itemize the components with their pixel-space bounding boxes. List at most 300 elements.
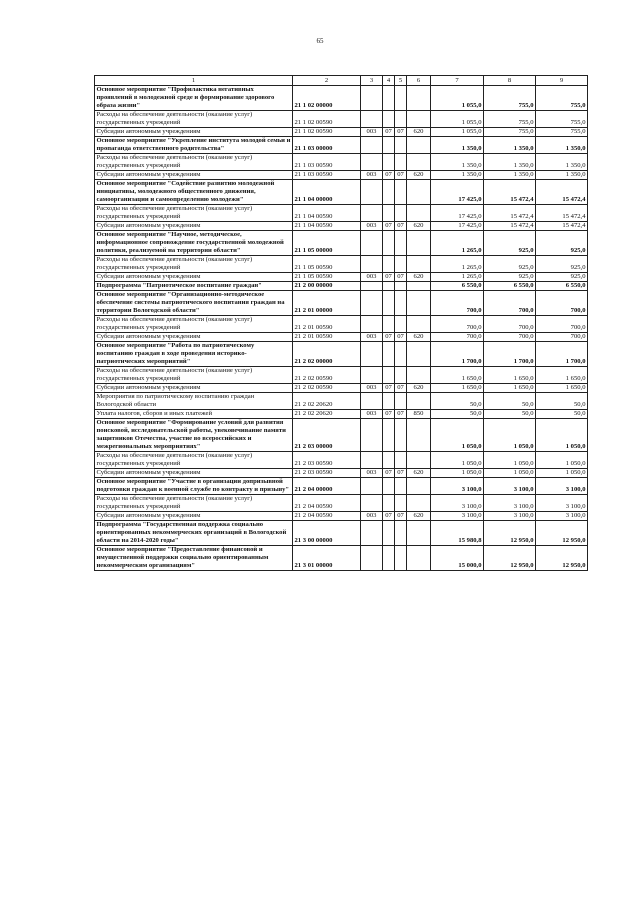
budget-table (94, 75, 588, 571)
row-value-7: 1 350,0 (431, 171, 484, 180)
table-row (95, 478, 588, 495)
row-col6: 620 (407, 128, 431, 137)
row-code: 21 2 00 00000 (293, 282, 361, 291)
row-value-8: 6 550,0 (484, 282, 536, 291)
row-value-7: 1 650,0 (431, 384, 484, 393)
row-col3: 003 (361, 222, 383, 231)
row-col3: 003 (361, 512, 383, 521)
row-code: 21 1 05 00000 (293, 231, 361, 256)
row-code: 21 2 04 00590 (293, 512, 361, 521)
row-value-7: 1 050,0 (431, 469, 484, 478)
row-col3 (361, 393, 383, 410)
row-code: 21 1 03 00590 (293, 154, 361, 171)
row-code: 21 2 04 00590 (293, 495, 361, 512)
row-col5 (395, 521, 407, 546)
row-name: Расходы на обеспечение деятельности (оказание услуг) государственных учреждений (95, 452, 293, 469)
row-value-8: 50,0 (484, 410, 536, 419)
table-row (95, 273, 588, 282)
row-col6 (407, 231, 431, 256)
row-name: Основное мероприятие "Научное, методическое, информационное сопровождение государственной молодежной политики, реализуемой на территории области" (95, 231, 293, 256)
row-col3 (361, 342, 383, 367)
table-row (95, 222, 588, 231)
row-value-7: 15 000,0 (431, 546, 484, 571)
row-name: Субсидии автономным учреждениям (95, 171, 293, 180)
column-header-7: 7 (431, 76, 484, 86)
table-row (95, 546, 588, 571)
row-value-8: 3 100,0 (484, 495, 536, 512)
row-col6 (407, 316, 431, 333)
row-value-8: 1 650,0 (484, 367, 536, 384)
row-col4 (383, 154, 395, 171)
row-value-8: 925,0 (484, 231, 536, 256)
row-col6: 620 (407, 171, 431, 180)
row-col3: 003 (361, 333, 383, 342)
table-row (95, 452, 588, 469)
row-value-7: 3 100,0 (431, 512, 484, 521)
row-col4: 07 (383, 273, 395, 282)
row-value-9: 1 350,0 (536, 171, 588, 180)
row-value-7: 17 425,0 (431, 205, 484, 222)
row-name: Подпрограмма "Государственная поддержка социально ориентированных некоммерческих организаций в Вологодской области на 2014-2020 годы" (95, 521, 293, 546)
row-code: 21 2 01 00590 (293, 333, 361, 342)
table-row (95, 419, 588, 452)
row-value-8: 1 650,0 (484, 384, 536, 393)
table-row (95, 86, 588, 111)
header-row (95, 76, 588, 86)
row-col5 (395, 546, 407, 571)
row-code: 21 3 01 00000 (293, 546, 361, 571)
row-value-8: 1 050,0 (484, 469, 536, 478)
row-col3: 003 (361, 171, 383, 180)
table-row (95, 154, 588, 171)
row-code: 21 2 02 00000 (293, 342, 361, 367)
row-col3 (361, 205, 383, 222)
row-col5 (395, 291, 407, 316)
row-value-9: 50,0 (536, 410, 588, 419)
table-row (95, 205, 588, 222)
row-col5: 07 (395, 512, 407, 521)
row-col6: 850 (407, 410, 431, 419)
row-col3 (361, 137, 383, 154)
row-value-9: 1 050,0 (536, 452, 588, 469)
row-col4 (383, 282, 395, 291)
row-col4: 07 (383, 222, 395, 231)
row-name: Основное мероприятие "Формирование условий для развития поисковой, исследовательской работы, увековечивание памяти защитников Отечества, участие во всероссийских и межрегиональных мероприятиях" (95, 419, 293, 452)
row-value-7: 1 350,0 (431, 137, 484, 154)
row-col6 (407, 137, 431, 154)
row-col3 (361, 256, 383, 273)
row-name: Субсидии автономным учреждениям (95, 384, 293, 393)
column-header-9: 9 (536, 76, 588, 86)
row-value-8: 15 472,4 (484, 180, 536, 205)
row-col6: 620 (407, 333, 431, 342)
table-row (95, 111, 588, 128)
row-value-8: 700,0 (484, 333, 536, 342)
row-col5 (395, 342, 407, 367)
row-col4: 07 (383, 410, 395, 419)
row-col5: 07 (395, 384, 407, 393)
row-code: 21 1 03 00590 (293, 171, 361, 180)
row-value-8: 15 472,4 (484, 222, 536, 231)
row-col3 (361, 316, 383, 333)
row-col5 (395, 256, 407, 273)
table-row (95, 282, 588, 291)
row-col4 (383, 231, 395, 256)
row-value-7: 1 050,0 (431, 452, 484, 469)
row-col3 (361, 478, 383, 495)
row-value-7: 1 265,0 (431, 256, 484, 273)
row-col4 (383, 86, 395, 111)
row-value-7: 1 055,0 (431, 111, 484, 128)
row-col5 (395, 231, 407, 256)
row-value-7: 700,0 (431, 333, 484, 342)
row-col5: 07 (395, 128, 407, 137)
row-name: Субсидии автономным учреждениям (95, 273, 293, 282)
row-value-9: 12 950,0 (536, 521, 588, 546)
row-value-8: 700,0 (484, 316, 536, 333)
table-row (95, 512, 588, 521)
table-row (95, 180, 588, 205)
row-value-9: 12 950,0 (536, 546, 588, 571)
row-name: Мероприятия по патриотическому воспитанию граждан Вологодской области (95, 393, 293, 410)
table-row (95, 291, 588, 316)
row-col6 (407, 419, 431, 452)
row-value-8: 50,0 (484, 393, 536, 410)
column-header-1: 1 (95, 76, 293, 86)
row-col6 (407, 521, 431, 546)
row-value-9: 6 550,0 (536, 282, 588, 291)
row-col6 (407, 282, 431, 291)
table-row (95, 256, 588, 273)
column-header-3: 3 (361, 76, 383, 86)
table-row (95, 393, 588, 410)
row-name: Расходы на обеспечение деятельности (оказание услуг) государственных учреждений (95, 205, 293, 222)
table-row (95, 333, 588, 342)
row-value-7: 1 650,0 (431, 367, 484, 384)
row-col6 (407, 393, 431, 410)
row-code: 21 2 04 00000 (293, 478, 361, 495)
row-col3 (361, 291, 383, 316)
row-col4: 07 (383, 128, 395, 137)
row-col5 (395, 154, 407, 171)
table-row (95, 521, 588, 546)
row-code: 21 1 04 00000 (293, 180, 361, 205)
row-col5 (395, 367, 407, 384)
row-col5 (395, 282, 407, 291)
row-col3 (361, 111, 383, 128)
page-number: 65 (316, 37, 324, 45)
row-value-7: 17 425,0 (431, 222, 484, 231)
row-code: 21 2 02 20620 (293, 410, 361, 419)
row-col3 (361, 282, 383, 291)
row-name: Основное мероприятие "Участие в организации допризывной подготовки граждан к военной службе по контракту и призыву" (95, 478, 293, 495)
row-value-9: 1 700,0 (536, 342, 588, 367)
row-code: 21 1 05 00590 (293, 256, 361, 273)
row-value-7: 15 980,8 (431, 521, 484, 546)
row-col6: 620 (407, 273, 431, 282)
row-code: 21 2 02 20620 (293, 393, 361, 410)
row-col5 (395, 393, 407, 410)
row-col6: 620 (407, 512, 431, 521)
column-header-4: 4 (383, 76, 395, 86)
row-value-7: 1 055,0 (431, 128, 484, 137)
row-code: 21 2 01 00000 (293, 291, 361, 316)
row-col5 (395, 495, 407, 512)
row-value-7: 3 100,0 (431, 495, 484, 512)
row-value-7: 1 265,0 (431, 231, 484, 256)
row-value-9: 15 472,4 (536, 180, 588, 205)
table-row (95, 316, 588, 333)
row-name: Основное мероприятие "Организационно-методическое обеспечение системы патриотического воспитания граждан на территории Вологодской области" (95, 291, 293, 316)
row-name: Основное мероприятие "Укрепление института молодой семьи и пропаганда ответственного родительства" (95, 137, 293, 154)
row-col5 (395, 478, 407, 495)
row-name: Субсидии автономным учреждениям (95, 128, 293, 137)
row-col4 (383, 546, 395, 571)
row-value-9: 15 472,4 (536, 205, 588, 222)
row-col4 (383, 256, 395, 273)
row-col3 (361, 86, 383, 111)
row-value-9: 1 650,0 (536, 367, 588, 384)
column-header-6: 6 (407, 76, 431, 86)
row-value-8: 1 050,0 (484, 452, 536, 469)
row-col5 (395, 316, 407, 333)
row-col4 (383, 393, 395, 410)
row-value-9: 700,0 (536, 333, 588, 342)
row-value-7: 1 265,0 (431, 273, 484, 282)
row-col6 (407, 256, 431, 273)
row-value-9: 3 100,0 (536, 495, 588, 512)
row-col5 (395, 205, 407, 222)
row-value-7: 1 700,0 (431, 342, 484, 367)
row-col4: 07 (383, 384, 395, 393)
row-col5: 07 (395, 171, 407, 180)
table-row (95, 137, 588, 154)
row-col4 (383, 137, 395, 154)
row-value-9: 755,0 (536, 128, 588, 137)
row-name: Субсидии автономным учреждениям (95, 469, 293, 478)
row-col6 (407, 452, 431, 469)
row-value-9: 925,0 (536, 273, 588, 282)
row-value-7: 50,0 (431, 410, 484, 419)
row-col5: 07 (395, 333, 407, 342)
table-row (95, 342, 588, 367)
row-value-8: 1 350,0 (484, 154, 536, 171)
row-value-8: 755,0 (484, 86, 536, 111)
row-value-7: 700,0 (431, 316, 484, 333)
row-code: 21 1 04 00590 (293, 205, 361, 222)
row-code: 21 2 02 00590 (293, 367, 361, 384)
row-value-8: 1 350,0 (484, 171, 536, 180)
row-value-8: 1 050,0 (484, 419, 536, 452)
row-code: 21 1 05 00590 (293, 273, 361, 282)
row-name: Субсидии автономным учреждениям (95, 222, 293, 231)
row-code: 21 2 02 00590 (293, 384, 361, 393)
row-col6 (407, 111, 431, 128)
row-name: Расходы на обеспечение деятельности (оказание услуг) государственных учреждений (95, 316, 293, 333)
row-name: Расходы на обеспечение деятельности (оказание услуг) государственных учреждений (95, 154, 293, 171)
row-value-8: 15 472,4 (484, 205, 536, 222)
row-col6: 620 (407, 469, 431, 478)
row-col5 (395, 137, 407, 154)
row-value-9: 50,0 (536, 393, 588, 410)
row-col5: 07 (395, 273, 407, 282)
table-row (95, 128, 588, 137)
row-col6: 620 (407, 222, 431, 231)
row-value-7: 700,0 (431, 291, 484, 316)
row-col4 (383, 111, 395, 128)
table-row (95, 495, 588, 512)
row-col4: 07 (383, 469, 395, 478)
row-value-7: 1 350,0 (431, 154, 484, 171)
row-name: Основное мероприятие "Работа по патриотическому воспитанию граждан в ходе проведения историко-патриотических мероприятий" (95, 342, 293, 367)
row-name: Подпрограмма "Патриотическое воспитание граждан" (95, 282, 293, 291)
table-row (95, 231, 588, 256)
row-col4: 07 (383, 333, 395, 342)
table-row (95, 469, 588, 478)
row-value-9: 925,0 (536, 231, 588, 256)
row-value-7: 3 100,0 (431, 478, 484, 495)
row-value-9: 755,0 (536, 86, 588, 111)
table-row (95, 367, 588, 384)
row-value-8: 12 950,0 (484, 546, 536, 571)
row-col3: 003 (361, 469, 383, 478)
row-name: Расходы на обеспечение деятельности (оказание услуг) государственных учреждений (95, 495, 293, 512)
row-code: 21 1 02 00590 (293, 128, 361, 137)
row-value-7: 1 055,0 (431, 86, 484, 111)
row-value-9: 1 050,0 (536, 419, 588, 452)
table-row (95, 171, 588, 180)
row-value-9: 1 650,0 (536, 384, 588, 393)
row-col5: 07 (395, 410, 407, 419)
row-col3 (361, 546, 383, 571)
row-col3 (361, 495, 383, 512)
column-header-8: 8 (484, 76, 536, 86)
row-value-8: 1 700,0 (484, 342, 536, 367)
row-code: 21 2 03 00000 (293, 419, 361, 452)
row-col4 (383, 367, 395, 384)
row-name: Расходы на обеспечение деятельности (оказание услуг) государственных учреждений (95, 367, 293, 384)
row-value-8: 755,0 (484, 128, 536, 137)
row-value-8: 925,0 (484, 256, 536, 273)
row-col3 (361, 367, 383, 384)
row-col6 (407, 367, 431, 384)
row-col3 (361, 154, 383, 171)
row-name: Основное мероприятие "Предоставление финансовой и имущественной поддержки социально ориентированным некоммерческим организациям" (95, 546, 293, 571)
row-value-8: 755,0 (484, 111, 536, 128)
row-col5: 07 (395, 469, 407, 478)
row-col4 (383, 205, 395, 222)
row-value-9: 755,0 (536, 111, 588, 128)
row-code: 21 2 03 00590 (293, 452, 361, 469)
row-value-9: 1 050,0 (536, 469, 588, 478)
row-value-8: 12 950,0 (484, 521, 536, 546)
row-value-9: 1 350,0 (536, 137, 588, 154)
row-value-8: 3 100,0 (484, 478, 536, 495)
row-col5 (395, 452, 407, 469)
row-col5 (395, 419, 407, 452)
row-value-9: 3 100,0 (536, 478, 588, 495)
row-value-9: 700,0 (536, 316, 588, 333)
row-code: 21 1 02 00000 (293, 86, 361, 111)
row-code: 21 2 03 00590 (293, 469, 361, 478)
row-name: Субсидии автономным учреждениям (95, 333, 293, 342)
row-col4 (383, 478, 395, 495)
row-value-9: 925,0 (536, 256, 588, 273)
row-name: Расходы на обеспечение деятельности (оказание услуг) государственных учреждений (95, 256, 293, 273)
row-value-8: 1 350,0 (484, 137, 536, 154)
row-col4 (383, 180, 395, 205)
row-col4 (383, 521, 395, 546)
row-col6 (407, 291, 431, 316)
row-col3: 003 (361, 410, 383, 419)
row-col6 (407, 86, 431, 111)
row-col5: 07 (395, 222, 407, 231)
row-col4 (383, 452, 395, 469)
row-col3 (361, 419, 383, 452)
row-code: 21 1 04 00590 (293, 222, 361, 231)
row-col4: 07 (383, 512, 395, 521)
row-value-7: 6 550,0 (431, 282, 484, 291)
row-value-9: 3 100,0 (536, 512, 588, 521)
row-code: 21 3 00 00000 (293, 521, 361, 546)
row-col6 (407, 342, 431, 367)
row-col6 (407, 205, 431, 222)
row-value-9: 1 350,0 (536, 154, 588, 171)
row-col6 (407, 154, 431, 171)
row-col3 (361, 452, 383, 469)
column-header-2: 2 (293, 76, 361, 86)
row-value-7: 17 425,0 (431, 180, 484, 205)
row-col3: 003 (361, 128, 383, 137)
row-col4 (383, 316, 395, 333)
row-col3: 003 (361, 273, 383, 282)
row-value-7: 50,0 (431, 393, 484, 410)
row-col4 (383, 291, 395, 316)
row-col3 (361, 521, 383, 546)
row-col4 (383, 419, 395, 452)
row-col6: 620 (407, 384, 431, 393)
row-col5 (395, 111, 407, 128)
row-code: 21 1 03 00000 (293, 137, 361, 154)
row-value-7: 1 050,0 (431, 419, 484, 452)
row-value-8: 925,0 (484, 273, 536, 282)
row-col6 (407, 495, 431, 512)
column-header-5: 5 (395, 76, 407, 86)
row-col4 (383, 342, 395, 367)
row-code: 21 2 01 00590 (293, 316, 361, 333)
table-row (95, 410, 588, 419)
row-name: Субсидии автономным учреждениям (95, 512, 293, 521)
row-col3: 003 (361, 384, 383, 393)
row-col3 (361, 180, 383, 205)
row-value-8: 700,0 (484, 291, 536, 316)
row-name: Основное мероприятие "Профилактика негативных проявлений в молодежной среде и формирование здорового образа жизни" (95, 86, 293, 111)
row-value-9: 15 472,4 (536, 222, 588, 231)
table-row (95, 384, 588, 393)
row-col5 (395, 180, 407, 205)
row-name: Уплата налогов, сборов и иных платежей (95, 410, 293, 419)
row-col6 (407, 478, 431, 495)
row-value-9: 700,0 (536, 291, 588, 316)
row-col3 (361, 231, 383, 256)
row-code: 21 1 02 00590 (293, 111, 361, 128)
row-name: Расходы на обеспечение деятельности (оказание услуг) государственных учреждений (95, 111, 293, 128)
row-col6 (407, 180, 431, 205)
row-col6 (407, 546, 431, 571)
row-col5 (395, 86, 407, 111)
row-name: Основное мероприятие "Содействие развитию молодежной инициативы, молодежного общественного движения, самоорганизации и самоопределению молодежи" (95, 180, 293, 205)
row-col4 (383, 495, 395, 512)
